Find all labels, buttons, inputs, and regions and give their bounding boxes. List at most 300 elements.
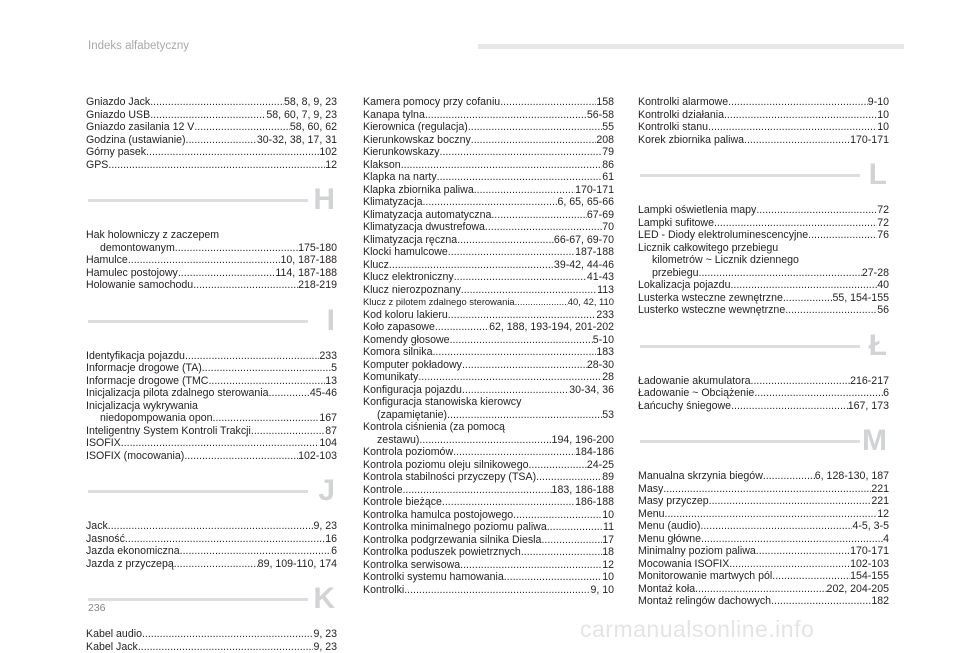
entry-name: Ładowanie ~ Obciążenie: [638, 387, 754, 400]
entry-name: Kontrolki stanu: [638, 121, 708, 134]
entry-pages: 10, 187-188: [280, 254, 337, 267]
entry-name: Montaż relingów dachowych: [638, 595, 771, 608]
index-entry: [363, 321, 614, 334]
page-number: 236: [88, 602, 106, 614]
leader-dots: [108, 159, 325, 172]
divider-rule: [88, 320, 308, 323]
index-entry: [638, 96, 889, 109]
entry-pages: 9-10: [868, 96, 889, 109]
entry-name: Masy przyczep: [638, 495, 709, 508]
entry-name: Kontrolki działania: [638, 109, 724, 122]
leader-dots: [208, 375, 325, 388]
index-entry: [86, 437, 337, 450]
index-entry: [638, 387, 889, 400]
entry-pages: 53: [602, 409, 614, 422]
entry-pages: 221: [871, 495, 889, 508]
index-entry: [86, 558, 337, 571]
leader-dots: [418, 371, 602, 384]
entry-name: Kierownica (regulacja): [363, 121, 468, 134]
leader-dots: [185, 350, 319, 363]
leader-dots: [453, 446, 575, 459]
entry-pages: 89, 109-110, 174: [258, 558, 337, 571]
entry-pages: 12: [877, 508, 889, 521]
entry-pages: 102-103: [298, 450, 337, 463]
entry-pages: 6: [331, 545, 337, 558]
entry-pages: 9, 23: [313, 628, 337, 641]
group-g: [86, 96, 337, 171]
index-entry: [86, 267, 337, 280]
leader-dots: [402, 484, 551, 497]
index-entry: [363, 359, 614, 372]
entry-pages: 10: [877, 109, 889, 122]
leader-dots: [729, 558, 850, 571]
index-entry: [363, 96, 614, 109]
entry-pages: 175-180: [298, 242, 337, 255]
entry-pages: 158: [596, 96, 614, 109]
index-column-1: [86, 96, 337, 653]
index-entry: [638, 121, 889, 134]
index-entry: [638, 267, 889, 280]
entry-name: Kontrola stabilności przyczepy (TSA): [363, 471, 536, 484]
index-entry: [86, 641, 337, 653]
entry-pages: 202, 204-205: [827, 583, 889, 596]
leader-dots: [491, 209, 587, 222]
entry-name: Lokalizacja pojazdu: [638, 279, 730, 292]
entry-name: Minimalny poziom paliwa: [638, 545, 756, 558]
index-entry: [363, 246, 614, 259]
entry-pages: 183: [596, 346, 614, 359]
entry-name: Inteligentny System Kontroli Trakcji: [86, 425, 251, 438]
entry-pages: 58, 60, 7, 9, 23: [266, 109, 337, 122]
index-entry: Hak holowniczy z zaczepem: [86, 229, 337, 242]
entry-pages: 41-43: [587, 271, 614, 284]
group-l-b: [638, 267, 889, 317]
index-entry: [86, 279, 337, 292]
section-letter: H: [313, 183, 335, 217]
entry-name: Klapka na narty: [363, 171, 437, 184]
leader-dots: [448, 309, 597, 322]
leader-dots: [121, 437, 320, 450]
index-entry: [638, 204, 889, 217]
group-l-stroke: [638, 375, 889, 413]
divider-rule: [88, 199, 308, 202]
entry-pages: 79: [602, 146, 614, 159]
section-divider-l: [638, 146, 889, 204]
group-j: [86, 520, 337, 570]
index-entry: [363, 171, 614, 184]
index-entry: [363, 159, 614, 172]
index-entry: [86, 134, 337, 147]
entry-name: Klucz nierozpoznany: [363, 284, 461, 297]
entry-name: Łańcuchy śniegowe: [638, 400, 731, 413]
group-i-b: [86, 412, 337, 462]
entry-name: Klimatyzacja automatyczna: [363, 209, 491, 222]
leader-dots: [422, 196, 557, 209]
leader-dots: [454, 271, 587, 284]
entry-pages: 233: [596, 309, 614, 322]
entry-name: Kontrolka minimalnego poziomu paliwa: [363, 521, 547, 534]
leader-dots: [547, 521, 603, 534]
entry-pages: 4-5, 3-5: [852, 520, 889, 533]
entry-pages: 6: [883, 387, 889, 400]
index-entry: [86, 96, 337, 109]
leader-dots: [756, 545, 850, 558]
index-entry: [86, 628, 337, 641]
entry-name: Kontrola poziomu oleju silnikowego: [363, 459, 528, 472]
section-divider-l-stroke: [638, 317, 889, 375]
leader-dots: [730, 279, 877, 292]
entry-name: Kabel Jack: [86, 641, 138, 653]
index-entry: [638, 470, 889, 483]
index-entry: [363, 346, 614, 359]
index-entry: [363, 259, 614, 272]
entry-name: Korek zbiornika paliwa: [638, 134, 744, 147]
index-column-2: [363, 96, 614, 596]
leader-dots: [450, 334, 593, 347]
index-entry: [638, 558, 889, 571]
entry-pages: 62, 188, 193-194, 201-202: [489, 321, 614, 334]
index-entry: [638, 304, 889, 317]
entry-pages: 194, 196-200: [552, 434, 614, 447]
entry-pages: 12: [325, 159, 337, 172]
entry-pages: 113: [597, 284, 614, 297]
leader-dots: [108, 520, 314, 533]
index-entry: [86, 387, 337, 400]
leader-dots: [744, 134, 850, 147]
index-entry: [86, 533, 337, 546]
leader-dots: [808, 229, 877, 242]
group-k: [86, 628, 337, 653]
divider-rule: [88, 598, 308, 601]
index-entry: [86, 545, 337, 558]
leader-dots: [125, 533, 325, 546]
leader-dots: [528, 459, 586, 472]
entry-name: Monitorowanie martwych pól: [638, 570, 772, 583]
entry-pages: 170-171: [850, 134, 889, 147]
entry-pages: 67-69: [587, 209, 614, 222]
group-k-e: [363, 446, 614, 596]
index-entry: [638, 495, 889, 508]
entry-pages: 221: [871, 483, 889, 496]
entry-name: LED - Diody elektroluminescencyjne: [638, 229, 808, 242]
leader-dots: [513, 509, 602, 522]
group-m: [638, 470, 889, 608]
entry-name: Kontrolki alarmowe: [638, 96, 728, 109]
entry-name: Masy: [638, 483, 663, 496]
leader-dots: [663, 483, 871, 496]
index-entry: [638, 483, 889, 496]
entry-name: Komendy głosowe: [363, 334, 450, 347]
entry-name: ISOFIX: [86, 437, 121, 450]
entry-pages: 10: [877, 121, 889, 134]
group-i-a: [86, 350, 337, 400]
leader-dots: [419, 434, 551, 447]
entry-pages: 102: [319, 146, 337, 159]
entry-pages: 39-42, 44-46: [554, 259, 614, 272]
entry-name: ISOFIX (mocowania): [86, 450, 184, 463]
entry-name: Klimatyzacja: [363, 196, 422, 209]
index-entry: [363, 484, 614, 497]
entry-name: Menu: [638, 508, 665, 521]
leader-dots: [142, 628, 313, 641]
leader-dots: [785, 304, 877, 317]
leader-dots: [128, 254, 281, 267]
index-entry: [363, 209, 614, 222]
index-entry: [86, 362, 337, 375]
entry-pages: 16: [325, 533, 337, 546]
entry-name: Kabel audio: [86, 628, 142, 641]
group-k-b: [363, 309, 614, 397]
leader-dots: [751, 375, 851, 388]
index-entry: [363, 446, 614, 459]
entry-name: Kamera pomocy przy cofaniu: [363, 96, 500, 109]
leader-dots: [202, 362, 331, 375]
leader-dots: [440, 146, 603, 159]
index-entry: [638, 279, 889, 292]
index-entry: [363, 559, 614, 572]
group-k-d: [363, 434, 614, 447]
index-entry: [638, 217, 889, 230]
entry-pages: 186-188: [575, 496, 614, 509]
leader-dots: [763, 470, 815, 483]
entry-name: Menu główne: [638, 533, 701, 546]
entry-name: Lusterko wsteczne wewnętrzne: [638, 304, 785, 317]
entry-name: Gniazdo USB: [86, 109, 150, 122]
entry-name: Kod koloru lakieru: [363, 309, 448, 322]
index-entry: [638, 545, 889, 558]
entry-name: GPS: [86, 159, 108, 172]
entry-name: Inicjalizacja pilota zdalnego sterowania: [86, 387, 269, 400]
entry-pages: 167, 173: [848, 400, 889, 413]
index-entry: [363, 221, 614, 234]
entry-pages: 9, 23: [313, 520, 337, 533]
leader-dots: [150, 96, 284, 109]
leader-dots: [462, 384, 569, 397]
entry-name: Gniazdo zasilania 12 V: [86, 121, 194, 134]
entry-pages: 24-25: [587, 459, 614, 472]
leader-dots: [269, 387, 310, 400]
leader-dots: [457, 234, 554, 247]
entry-pages: 170-171: [850, 545, 889, 558]
leader-dots: [504, 571, 602, 584]
entry-pages: 89: [602, 471, 614, 484]
entry-name: Menu (audio): [638, 520, 700, 533]
leader-dots: [783, 292, 833, 305]
leader-dots: [437, 171, 603, 184]
leader-dots: [695, 583, 826, 596]
index-entry: Licznik całkowitego przebiegu: [638, 242, 889, 255]
index-entry: [86, 242, 337, 255]
entry-name: Hamulce: [86, 254, 128, 267]
entry-name: Klucz elektroniczny: [363, 271, 454, 284]
leader-dots: [665, 508, 878, 521]
entry-name: Manualna skrzynia biegów: [638, 470, 763, 483]
entry-pages: 9, 10: [590, 584, 614, 597]
entry-name: Klucz z pilotem zdalnego sterowania: [363, 296, 515, 309]
index-entry: [363, 571, 614, 584]
index-entry: [638, 375, 889, 388]
index-entry: [86, 109, 337, 122]
entry-pages: 167: [319, 412, 337, 425]
entry-pages: 30-32, 38, 17, 31: [257, 134, 337, 147]
entry-pages: 40: [877, 279, 889, 292]
leader-dots: [541, 534, 602, 547]
leader-dots: [178, 267, 275, 280]
leader-dots: [474, 184, 575, 197]
section-divider-j: [86, 462, 337, 520]
leader-dots: [462, 359, 587, 372]
entry-name: Kontrola poziomów: [363, 446, 453, 459]
group-k-end: [638, 96, 889, 146]
entry-name: Identyfikacja pojazdu: [86, 350, 185, 363]
entry-pages: 5: [331, 362, 337, 375]
entry-name: przebiegu: [652, 267, 699, 280]
leader-dots: [521, 546, 602, 559]
index-entry: [638, 134, 889, 147]
index-entry: [86, 412, 337, 425]
entry-name: (zapamiętanie): [377, 409, 447, 422]
index-entry: [363, 334, 614, 347]
leader-dots: [174, 558, 258, 571]
entry-pages: 102-103: [850, 558, 889, 571]
entry-name: Górny pasek: [86, 146, 146, 159]
entry-name: Klocki hamulcowe: [363, 246, 448, 259]
entry-pages: 70: [602, 221, 614, 234]
entry-name: Jazda ekonomiczna: [86, 545, 180, 558]
entry-name: Jasność: [86, 533, 125, 546]
entry-pages: 56: [877, 304, 889, 317]
leader-dots: [442, 496, 575, 509]
divider-rule: [640, 174, 860, 177]
entry-name: Informacje drogowe (TA): [86, 362, 202, 375]
index-entry: [86, 159, 337, 172]
entry-name: Montaż koła: [638, 583, 695, 596]
entry-name: Lampki sufitowe: [638, 217, 714, 230]
entry-name: niedopompowania opon: [100, 412, 213, 425]
index-entry: [363, 509, 614, 522]
header-bar: [478, 44, 904, 49]
entry-pages: 45-46: [310, 387, 337, 400]
entry-name: Lampki oświetlenia mapy: [638, 204, 756, 217]
leader-dots: [460, 559, 602, 572]
index-entry: [363, 184, 614, 197]
entry-name: demontowanym: [100, 242, 175, 255]
section-divider-h: [86, 171, 337, 229]
leader-dots: [184, 450, 298, 463]
index-entry: [638, 595, 889, 608]
entry-pages: 10: [602, 571, 614, 584]
index-entry: [363, 371, 614, 384]
entry-pages: 233: [319, 350, 337, 363]
entry-name: Klucz: [363, 259, 389, 272]
leader-dots: [515, 296, 568, 309]
entry-pages: 61: [602, 171, 614, 184]
entry-name: Klakson: [363, 159, 401, 172]
leader-dots: [448, 246, 575, 259]
index-entry: [363, 496, 614, 509]
group-l-a: [638, 204, 889, 242]
index-entry: Konfiguracja stanowiska kierowcy: [363, 396, 614, 409]
entry-pages: 56-58: [587, 109, 614, 122]
index-entry: [86, 146, 337, 159]
index-entry: [638, 229, 889, 242]
group-k-c: [363, 409, 614, 422]
index-entry: Kontrola ciśnienia (za pomocą: [363, 421, 614, 434]
entry-pages: 27-28: [862, 267, 889, 280]
leader-dots: [194, 121, 290, 134]
entry-pages: 6, 65, 65-66: [557, 196, 614, 209]
entry-pages: 58, 60, 62: [290, 121, 337, 134]
entry-pages: 66-67, 69-70: [554, 234, 614, 247]
group-k-a: [363, 96, 614, 296]
entry-pages: 30-34, 36: [569, 384, 614, 397]
index-entry: [363, 109, 614, 122]
index-entry: [638, 583, 889, 596]
leader-dots: [251, 425, 325, 438]
leader-dots: [186, 134, 257, 147]
index-entry: [638, 570, 889, 583]
index-entry: [638, 508, 889, 521]
leader-dots: [536, 471, 602, 484]
index-entry: [86, 121, 337, 134]
group-h: [86, 242, 337, 292]
leader-dots: [700, 520, 852, 533]
entry-name: Komputer pokładowy: [363, 359, 462, 372]
index-entry: [86, 450, 337, 463]
index-entry: [86, 520, 337, 533]
section-title: Indeks alfabetyczny: [88, 40, 189, 52]
leader-dots: [180, 545, 331, 558]
entry-name: Kanapa tylna: [363, 109, 425, 122]
entry-name: Klapka zbiornika paliwa: [363, 184, 474, 197]
entry-name: zestawu): [377, 434, 419, 447]
entry-name: Konfiguracja pojazdu: [363, 384, 462, 397]
section-divider-i: [86, 292, 337, 350]
leader-dots: [432, 346, 596, 359]
leader-dots: [728, 96, 868, 109]
index-entry: [363, 146, 614, 159]
section-letter: Ł: [869, 329, 887, 363]
leader-dots: [724, 109, 877, 122]
index-entry: [363, 434, 614, 447]
section-divider-k: [86, 570, 337, 628]
index-entry: [363, 196, 614, 209]
entry-name: Kontrolki systemu hamowania: [363, 571, 504, 584]
entry-pages: 58, 8, 9, 23: [284, 96, 337, 109]
index-entry: [638, 520, 889, 533]
leader-dots: [175, 242, 298, 255]
index-entry: [363, 409, 614, 422]
leader-dots: [701, 533, 883, 546]
entry-name: Jazda z przyczepą: [86, 558, 174, 571]
entry-pages: 184-186: [575, 446, 614, 459]
entry-pages: 216-217: [850, 375, 889, 388]
index-entry: [86, 254, 337, 267]
entry-name: Jack: [86, 520, 108, 533]
entry-name: Koło zapasowe: [363, 321, 435, 334]
divider-rule: [88, 490, 308, 493]
section-letter: K: [313, 582, 335, 616]
leader-dots: [389, 259, 554, 272]
section-letter: J: [318, 474, 335, 508]
entry-name: Kontrole: [363, 484, 402, 497]
index-entry: [363, 271, 614, 284]
index-entry: kilometrów ~ Licznik dziennego: [638, 254, 889, 267]
entry-name: Hamulec postojowy: [86, 267, 178, 280]
entry-name: Informacje drogowe (TMC: [86, 375, 208, 388]
section-letter: M: [862, 424, 887, 458]
entry-name: Mocowania ISOFIX: [638, 558, 729, 571]
